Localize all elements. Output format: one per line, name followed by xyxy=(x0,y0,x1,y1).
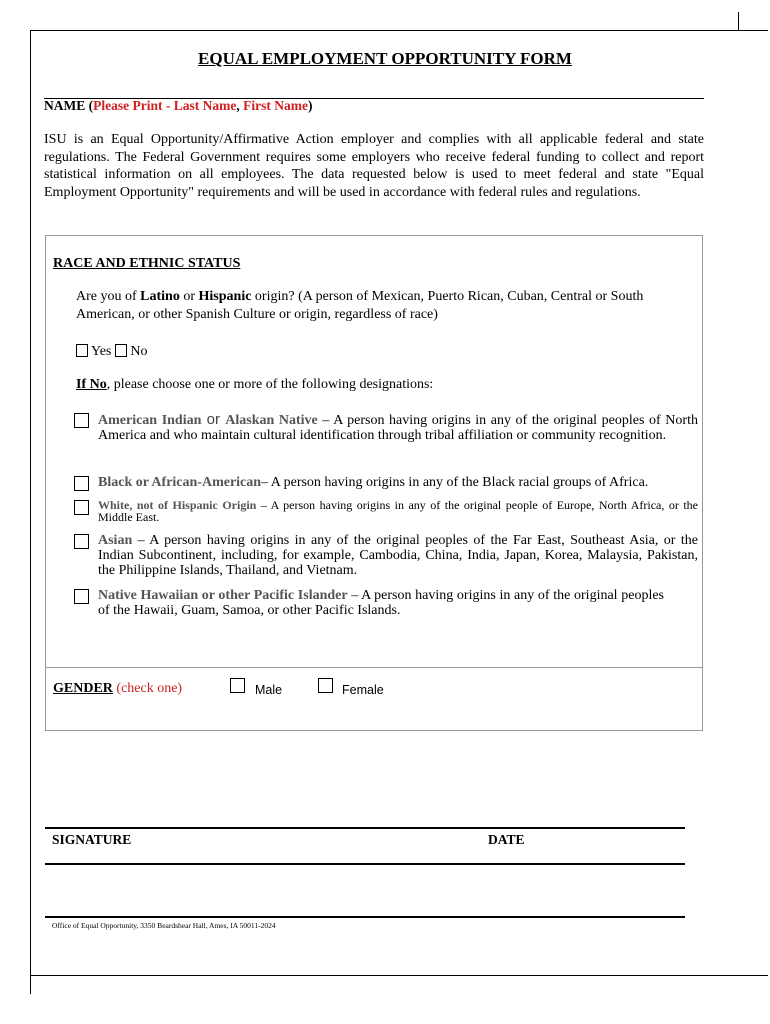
male-checkbox-wrap xyxy=(230,678,245,696)
female-checkbox[interactable] xyxy=(318,678,333,693)
signature-line[interactable] xyxy=(45,863,685,865)
form-title: EQUAL EMPLOYMENT OPPORTUNITY FORM xyxy=(198,49,572,68)
name-instruction-last: Please Print - Last Name xyxy=(93,98,237,113)
yes-checkbox[interactable] xyxy=(76,344,88,357)
hawaiian-checkbox[interactable] xyxy=(74,589,89,604)
option-asian: Asian – A person having origins in any of the original peoples of the Far East, Southeast Asia, or the Indian Subcontinent, including, for example, Cambodia, China, India, Japan, Korea, Malaysia, Pakistan, the Philippine Islands, Thailand, and Vietnam. xyxy=(74,533,698,578)
asian-checkbox[interactable] xyxy=(74,534,89,549)
american-indian-checkbox[interactable] xyxy=(74,413,89,428)
no-checkbox[interactable] xyxy=(115,344,127,357)
race-heading: RACE AND ETHNIC STATUS xyxy=(53,256,241,271)
option-white: White, not of Hispanic Origin – A person having origins in any of the original people of Europe, North Africa, or the Middle East. xyxy=(74,499,698,523)
footer-address: Office of Equal Opportunity, 3350 Beardshear Hall, Ames, IA 50011-2024 xyxy=(52,921,276,930)
female-checkbox-wrap xyxy=(318,678,333,696)
hispanic-question: Are you of Latino or Hispanic origin? (A person of Mexican, Puerto Rican, Cuban, Central or South American, or other Spanish Culture or origin, regardless of race) xyxy=(76,289,644,322)
footer-line xyxy=(45,916,685,918)
signature-label: SIGNATURE xyxy=(52,832,132,847)
yes-label: Yes xyxy=(90,344,112,359)
page-edge-mark-bottom xyxy=(30,976,31,994)
male-checkbox[interactable] xyxy=(230,678,245,693)
gender-heading: GENDER xyxy=(53,681,113,696)
signature-top-line xyxy=(45,827,685,829)
name-instruction-first: First Name xyxy=(243,98,308,113)
if-no-instruction: If No, please choose one or more of the following designations: xyxy=(76,377,434,392)
hispanic-yes-no xyxy=(76,344,147,360)
box-divider xyxy=(45,667,703,668)
gender-instruction: (check one) xyxy=(116,681,183,696)
gender-heading-row xyxy=(53,681,182,697)
page-edge-mark-top xyxy=(738,12,739,30)
date-label: DATE xyxy=(488,832,525,847)
male-label: Male xyxy=(255,683,283,697)
black-checkbox[interactable] xyxy=(74,476,89,491)
female-label: Female xyxy=(342,683,384,697)
option-black: Black or African-American– A person having origins in any of the Black racial groups of Africa. xyxy=(74,475,698,490)
white-checkbox[interactable] xyxy=(74,500,89,515)
intro-paragraph: ISU is an Equal Opportunity/Affirmative Action employer and complies with all applicable federal and state regulations. The Federal Government requires some employers who receive federal funding to collect and report statistical information on all employees. The data requested below is used to meet federal and state "Equal Employment Opportunity" requirements and will be used in accordance with federal rules and regulations. xyxy=(44,132,704,200)
name-field-label[interactable]: NAME (Please Print - Last Name, First Name) xyxy=(44,98,313,113)
no-label: No xyxy=(130,344,148,359)
option-hawaiian: Native Hawaiian or other Pacific Islander – A person having origins in any of the original peoples of the Hawaii, Guam, Samoa, or other Pacific Islands. xyxy=(74,588,664,618)
option-american-indian: American Indian or Alaskan Native – A person having origins in any of the original peoples of North America and who maintain cultural identification through tribal affiliation or community recognition. xyxy=(74,412,698,443)
